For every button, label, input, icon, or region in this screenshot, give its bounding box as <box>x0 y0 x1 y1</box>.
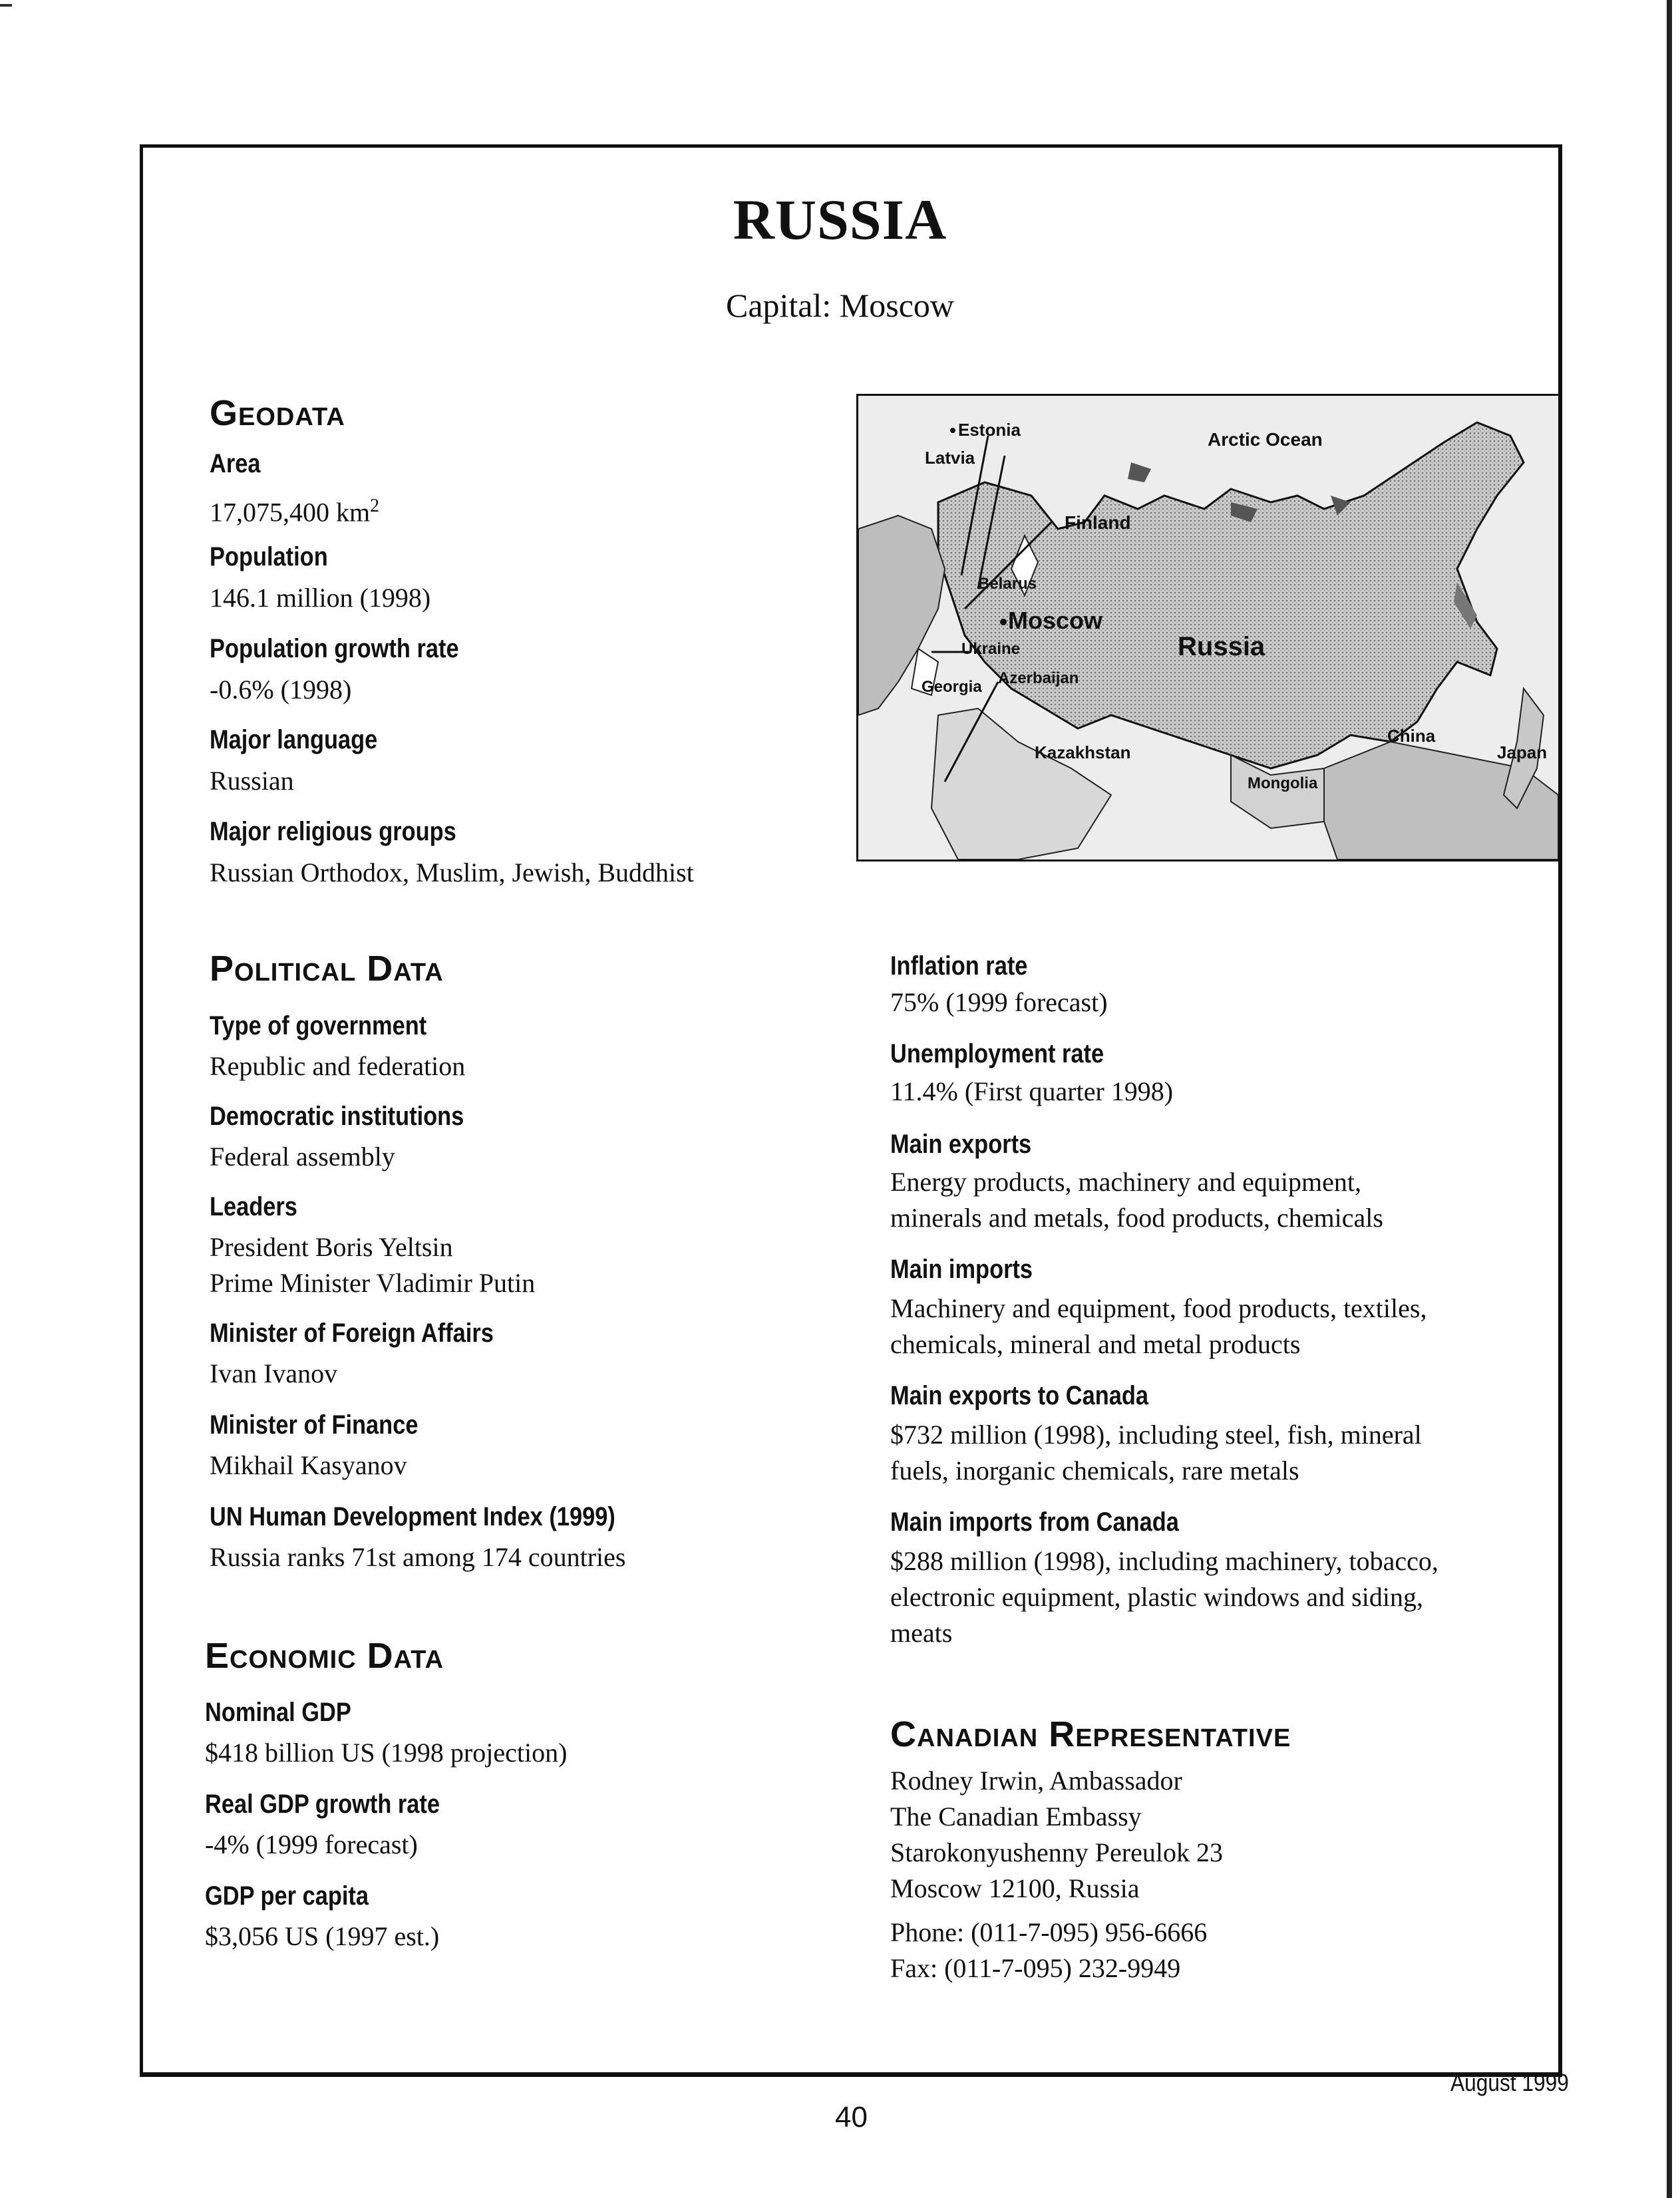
russia-map <box>856 394 1560 862</box>
label-china: China <box>1387 726 1436 746</box>
area-label: Area <box>210 449 261 478</box>
label-russia: Russia <box>1178 632 1265 661</box>
gdp-per-capita-label: GDP per capita <box>205 1881 369 1911</box>
leaders-label: Leaders <box>210 1192 297 1221</box>
label-estonia: Estonia <box>958 420 1021 440</box>
imports-label: Main imports <box>890 1255 1033 1284</box>
language-value: Russian <box>210 766 294 796</box>
label-finland: Finland <box>1065 512 1131 533</box>
publication-date: August 1999 <box>1450 2069 1569 2096</box>
unemployment-label: Unemployment rate <box>890 1039 1104 1068</box>
population-label: Population <box>210 542 328 571</box>
label-moscow: Moscow <box>1008 607 1103 634</box>
label-georgia: Georgia <box>922 678 982 696</box>
label-kazakhstan: Kazakhstan <box>1035 742 1131 762</box>
imports-value: Machinery and equipment, food products, textiles, chemicals, mineral and metal products <box>890 1293 1427 1359</box>
scan-mark <box>0 4 12 7</box>
population-value: 146.1 million (1998) <box>210 583 431 613</box>
page-title: RUSSIA <box>733 188 947 251</box>
real-gdp-value: -4% (1999 forecast) <box>205 1829 418 1859</box>
gdp-label: Nominal GDP <box>205 1698 351 1727</box>
foreign-affairs-label: Minister of Foreign Affairs <box>210 1319 494 1348</box>
foreign-affairs-value: Ivan Ivanov <box>210 1358 338 1388</box>
page-number: 40 <box>835 2101 868 2133</box>
economic-heading: Economic Data <box>205 1636 444 1676</box>
real-gdp-label: Real GDP growth rate <box>205 1790 440 1819</box>
exports-canada-label: Main exports to Canada <box>890 1381 1149 1410</box>
representative-contact: Phone: (011-7-095) 956-6666 Fax: (011-7-095) 232-9949 <box>890 1917 1208 1983</box>
geodata-heading: Geodata <box>210 393 345 433</box>
exports-canada-value: $732 million (1998), including steel, fish, mineral fuels, inorganic chemicals, rare metals <box>890 1420 1422 1486</box>
democratic-label: Democratic institutions <box>210 1102 464 1131</box>
representative-heading: Canadian Representative <box>890 1714 1291 1754</box>
exports-value: Energy products, machinery and equipment, minerals and metals, food products, chemicals <box>890 1167 1383 1233</box>
finance-value: Mikhail Kasyanov <box>210 1450 407 1480</box>
label-japan: Japan <box>1497 742 1548 762</box>
growth-label: Population growth rate <box>210 634 459 663</box>
label-ukraine: Ukraine <box>961 640 1021 658</box>
political-heading: Political Data <box>210 949 444 989</box>
imports-canada-value: $288 million (1998), including machinery, tobacco, electronic equipment, plastic windows and siding, meats <box>890 1546 1438 1648</box>
label-azerbaijan: Azerbaijan <box>998 669 1079 687</box>
label-latvia: Latvia <box>925 448 975 468</box>
religion-value: Russian Orthodox, Muslim, Jewish, Buddhist <box>210 858 694 887</box>
government-label: Type of government <box>210 1011 427 1040</box>
hdi-value: Russia ranks 71st among 174 countries <box>210 1542 626 1572</box>
gdp-value: $418 billion US (1998 projection) <box>205 1738 568 1768</box>
imports-canada-label: Main imports from Canada <box>890 1507 1179 1537</box>
government-value: Republic and federation <box>210 1051 466 1081</box>
label-mongolia: Mongolia <box>1248 774 1318 792</box>
growth-value: -0.6% (1998) <box>210 675 352 705</box>
label-belarus: Belarus <box>978 575 1037 593</box>
language-label: Major language <box>210 725 378 754</box>
exports-label: Main exports <box>890 1130 1032 1159</box>
unemployment-value: 11.4% (First quarter 1998) <box>890 1076 1174 1106</box>
democratic-value: Federal assembly <box>210 1142 395 1172</box>
label-arctic: Arctic Ocean <box>1208 429 1323 450</box>
hdi-label: UN Human Development Index (1999) <box>210 1502 615 1531</box>
inflation-value: 75% (1999 forecast) <box>890 987 1108 1017</box>
representative-address: Rodney Irwin, Ambassador The Canadian Embassy Starokonyushenny Pereulok 23 Moscow 12100, Russia <box>890 1766 1223 1903</box>
finance-label: Minister of Finance <box>210 1410 419 1440</box>
religion-label: Major religious groups <box>210 817 456 846</box>
inflation-label: Inflation rate <box>890 951 1028 981</box>
area-value: 17,075,400 $km^2$ <box>210 496 380 528</box>
leaders-value: President Boris Yeltsin Prime Minister Vladimir Putin <box>210 1232 536 1298</box>
capital-line: Capital: Moscow <box>725 287 955 324</box>
page-edge-shadow <box>1667 0 1672 2198</box>
gdp-per-capita-value: $3,056 US (1997 est.) <box>205 1921 440 1951</box>
